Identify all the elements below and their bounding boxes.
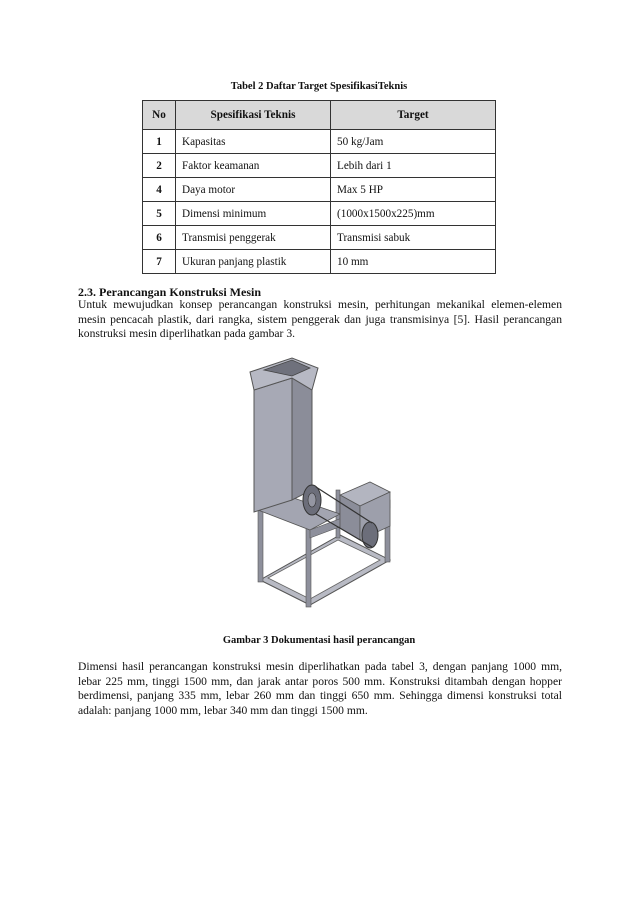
cell-target: 10 mm xyxy=(331,250,496,274)
cell-spec: Kapasitas xyxy=(176,130,331,154)
cell-no: 6 xyxy=(143,226,176,250)
cell-target: 50 kg/Jam xyxy=(331,130,496,154)
table-row xyxy=(143,226,496,250)
table-row xyxy=(143,250,496,274)
table-row xyxy=(143,154,496,178)
spec-table xyxy=(142,100,496,274)
header-no: No xyxy=(143,101,176,130)
table-row xyxy=(143,178,496,202)
machine-drawing xyxy=(240,350,410,620)
paragraph-intro: Untuk mewujudkan konsep perancangan konstruksi mesin, perhitungan mekanikal elemen-elemen mesin pencacah plastik, dari rangka, sistem penggerak dan juga transmisinya [5]. Hasil perancangan konstruksi mesin diperlihatkan pada gambar 3. xyxy=(78,298,562,340)
cell-target: Max 5 HP xyxy=(331,178,496,202)
table-row xyxy=(143,202,496,226)
machine-figure xyxy=(240,350,410,620)
table-caption: Tabel 2 Daftar Target SpesifikasiTeknis xyxy=(230,81,408,92)
cell-spec: Transmisi penggerak xyxy=(176,226,331,250)
header-target: Target xyxy=(331,101,496,130)
cell-spec: Dimensi minimum xyxy=(176,202,331,226)
cell-target: Transmisi sabuk xyxy=(331,226,496,250)
cell-no: 1 xyxy=(143,130,176,154)
cell-no: 5 xyxy=(143,202,176,226)
table-row xyxy=(143,130,496,154)
cell-no: 4 xyxy=(143,178,176,202)
section-heading: 2.3. Perancangan Konstruksi Mesin xyxy=(78,285,262,299)
cell-spec: Faktor keamanan xyxy=(176,154,331,178)
cell-spec: Daya motor xyxy=(176,178,331,202)
cell-no: 7 xyxy=(143,250,176,274)
cell-no: 2 xyxy=(143,154,176,178)
header-spec: Spesifikasi Teknis xyxy=(176,101,331,130)
cell-spec: Ukuran panjang plastik xyxy=(176,250,331,274)
table-header-row xyxy=(143,101,496,130)
figure-caption: Gambar 3 Dokumentasi hasil perancangan xyxy=(222,635,416,646)
cell-target: Lebih dari 1 xyxy=(331,154,496,178)
paragraph-dimensions: Dimensi hasil perancangan konstruksi mesin diperlihatkan pada tabel 3, dengan panjang 1000 mm, lebar 225 mm, tinggi 1500 mm, dan jarak antar poros 500 mm. Konstruksi ditambah dengan hopper berdimensi, panjang 335 mm, lebar 260 mm dan tinggi 650 mm. Sehingga dimensi konstruksi total adalah: panjang 1000 mm, lebar 340 mm dan tinggi 1500 mm. xyxy=(78,660,562,717)
cell-target: (1000x1500x225)mm xyxy=(331,202,496,226)
